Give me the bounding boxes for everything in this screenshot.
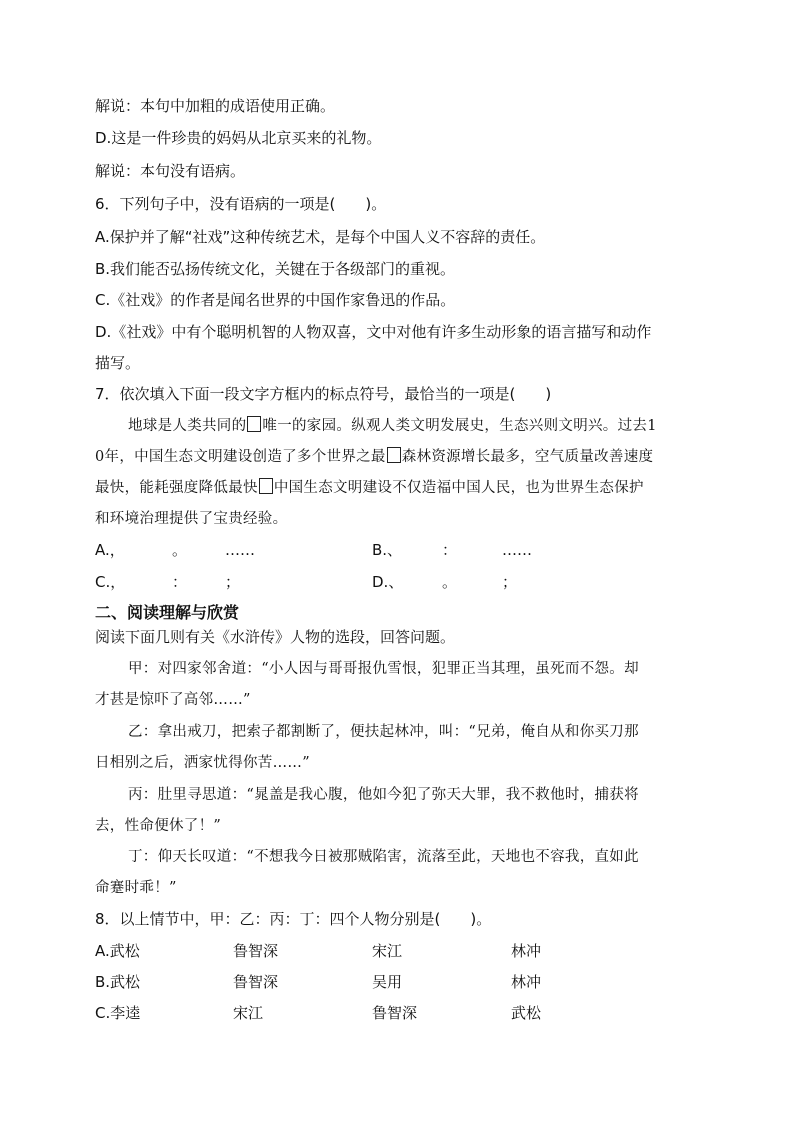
q8-option-c-c1: 宋江 bbox=[233, 1004, 264, 1022]
passage-text: 地球是人类共同的 bbox=[128, 418, 247, 434]
passage-text: 唯一的家园。纵观人类文明发展史，生态兴则文明兴。过去1 bbox=[262, 418, 657, 434]
question-7: 7．依次填入下面一段文字方框内的标点符号，最恰当的一项是( ) bbox=[95, 385, 552, 403]
explanation-line: 解说：本句中加粗的成语使用正确。 bbox=[95, 97, 336, 115]
explanation-line: 解说：本句没有语病。 bbox=[95, 162, 246, 180]
q7-option-d-c2: ； bbox=[502, 573, 518, 591]
q7-option-b-label: B.、 bbox=[372, 541, 403, 559]
q8-option-a-label: A.武松 bbox=[95, 942, 140, 960]
passage-text: 0年，中国生态文明建设创造了多个世界之最 bbox=[95, 449, 386, 465]
question-8: 8．以上情节中，甲：乙：丙：丁：四个人物分别是( )。 bbox=[95, 910, 492, 928]
q7-option-a-label: A.， bbox=[95, 541, 125, 559]
excerpt-bing: 丙：肚里寻思道：“晁盖是我心腹，他如今犯了弥天大罪，我不救他时，捕获将 bbox=[128, 787, 639, 803]
q6-option-d-cont: 描写。 bbox=[95, 354, 141, 372]
blank-box bbox=[247, 416, 261, 432]
passage-text: 中国生态文明建设不仅造福中国人民，也为世界生态保护 bbox=[273, 480, 644, 496]
q6-option-c: C.《社戏》的作者是闻名世界的中国作家鲁迅的作品。 bbox=[95, 291, 456, 309]
q8-option-c-c3: 武松 bbox=[511, 1004, 542, 1022]
q8-option-b-c1: 鲁智深 bbox=[233, 973, 279, 991]
passage-line bbox=[95, 478, 644, 498]
excerpt-ding-cont: 命蹇时乖！” bbox=[95, 880, 177, 896]
passage-line: 和环境治理提供了宝贵经验。 bbox=[95, 511, 288, 527]
excerpt-yi: 乙：拿出戒刀，把索子都割断了，便扶起林冲，叫：“兄弟，俺自从和你买刀那 bbox=[128, 724, 639, 740]
q7-option-d-label: D.、 bbox=[372, 573, 404, 591]
passage-text: 森林资源增长最多，空气质量改善速度 bbox=[401, 449, 654, 465]
option-d-line: D.这是一件珍贵的妈妈从北京买来的礼物。 bbox=[95, 129, 382, 147]
question-6: 6．下列句子中，没有语病的一项是( )。 bbox=[95, 195, 387, 213]
blank-box bbox=[259, 478, 273, 494]
excerpt-bing-cont: 去，性命便休了！” bbox=[95, 818, 222, 834]
q7-option-a-c1: 。 bbox=[172, 541, 188, 559]
q7-option-c-label: C.， bbox=[95, 573, 126, 591]
section-heading: 二、阅读理解与欣赏 bbox=[95, 603, 240, 622]
excerpt-ding: 丁：仰天长叹道：“不想我今日被那贼陷害，流落至此，天地也不容我，直如此 bbox=[128, 849, 639, 865]
q8-option-c-label: C.李逵 bbox=[95, 1004, 141, 1022]
q8-option-b-c3: 林冲 bbox=[511, 973, 542, 991]
q7-option-d-c1: 。 bbox=[442, 573, 458, 591]
passage-line bbox=[95, 447, 653, 467]
q6-option-d: D.《社戏》中有个聪明机智的人物双喜，文中对他有许多生动形象的语言描写和动作 bbox=[95, 323, 652, 341]
q8-option-a-c1: 鲁智深 bbox=[233, 942, 279, 960]
passage-text: 最快，能耗强度降低最快 bbox=[95, 480, 258, 496]
q7-option-c-c1: ： bbox=[172, 573, 188, 591]
q8-option-a-c2: 宋江 bbox=[372, 942, 403, 960]
q8-option-a-c3: 林冲 bbox=[511, 942, 542, 960]
q7-option-b-c1: ： bbox=[442, 541, 458, 559]
excerpt-jia: 甲：对四家邻舍道：“小人因与哥哥报仇雪恨，犯罪正当其理，虽死而不怨。却 bbox=[128, 661, 639, 677]
q8-option-b-c2: 吴用 bbox=[372, 973, 403, 991]
q7-option-c-c2: ； bbox=[225, 573, 241, 591]
q6-option-a: A.保护并了解“社戏”这种传统艺术，是每个中国人义不容辞的责任。 bbox=[95, 228, 546, 246]
q7-option-a-c2: …… bbox=[225, 541, 255, 559]
q8-option-c-c2: 鲁智深 bbox=[372, 1004, 418, 1022]
excerpt-yi-cont: 日相别之后，洒家忧得你苦……” bbox=[95, 755, 310, 771]
q7-option-b-c2: …… bbox=[502, 541, 532, 559]
passage-line bbox=[128, 416, 657, 436]
q8-option-b-label: B.武松 bbox=[95, 973, 141, 991]
excerpt-jia-cont: 才甚是惊吓了高邻……” bbox=[95, 692, 251, 708]
section-intro: 阅读下面几则有关《水浒传》人物的选段，回答问题。 bbox=[95, 628, 456, 646]
blank-box bbox=[387, 447, 401, 463]
q6-option-b: B.我们能否弘扬传统文化，关键在于各级部门的重视。 bbox=[95, 260, 456, 278]
